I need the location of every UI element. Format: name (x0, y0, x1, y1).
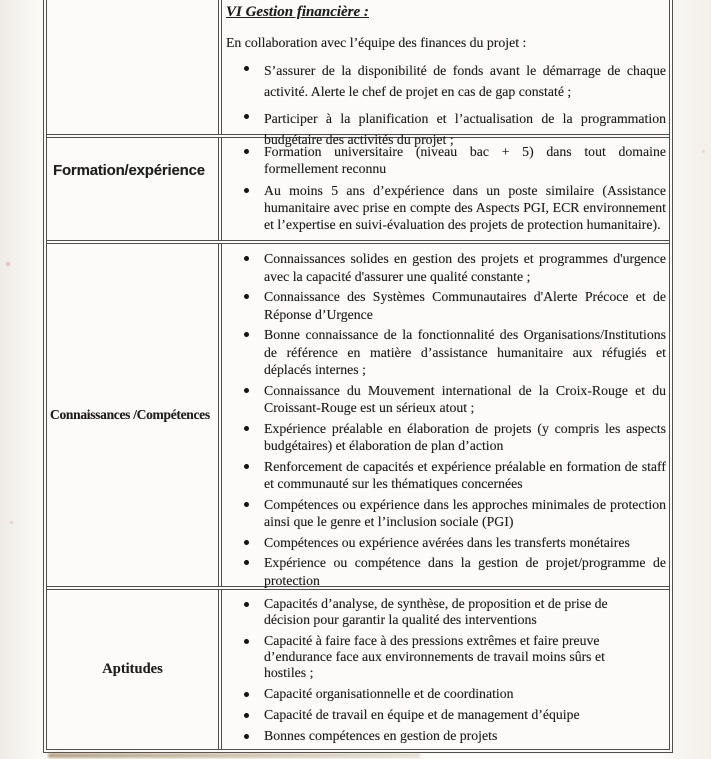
row-label: Connaissances /Compétences (50, 407, 210, 422)
bullet-item: Compétences ou expérience dans les approches minimales de protection ainsi que le genre et l’inclusion sociale (PGI) (264, 496, 666, 529)
bullet-item: Compétences ou expérience avérées dans les transferts monétaires (264, 534, 666, 552)
label-cell-empty (47, 0, 222, 134)
job-requirements-table (43, 0, 673, 753)
bullet-item: Connaissances solides en gestion des projets et programmes d'urgence avec la capacité d'assurer une qualité constante ; (264, 251, 666, 284)
bullet-item: Bonnes compétences en gestion de projets (264, 728, 627, 744)
table-row-aptitudes (47, 590, 669, 749)
bullet-item: Capacité de travail en équipe et de management d’équipe (264, 707, 627, 723)
scan-smudge (48, 753, 420, 758)
scan-speck (702, 150, 705, 153)
bullet-list-gestion (226, 60, 666, 150)
label-cell-formation (47, 138, 222, 240)
bullet-item: Renforcement de capacités et expérience préalable en formation de staff et communauté sur les thématiques concernées (264, 458, 666, 491)
bullet-list-formation (226, 143, 666, 233)
intro-paragraph: En collaboration avec l’équipe des finances du projet : (226, 35, 527, 50)
label-cell-aptitudes (47, 590, 222, 749)
table-row-connaissances-competences (47, 244, 669, 590)
content-cell-gestion-financiere (222, 0, 669, 147)
content-cell-aptitudes (222, 590, 669, 749)
bullet-item: Expérience ou compétence dans la gestion de projet/programme de protection (264, 555, 666, 588)
row-label: Aptitudes (102, 661, 163, 677)
bullet-list-aptitudes (226, 596, 627, 744)
content-cell-formation (222, 138, 669, 240)
section-heading: VI Gestion financière : (226, 4, 369, 20)
row-label: Formation/expérience (53, 162, 205, 179)
label-cell-connaissances (47, 244, 222, 586)
table-row-formation-experience (47, 138, 669, 244)
bullet-item: Connaissance des Systèmes Communautaires d'Alerte Précoce et de Réponse d’Urgence (264, 289, 666, 322)
bullet-item: S’assurer de la disponibilité de fonds avant le démarrage de chaque activité. Alerte le chef de projet en cas de gap constaté ; (264, 60, 666, 102)
bullet-item: Bonne connaissance de la fonctionnalité des Organisations/Institutions de référence en matière d’assistance humanitaire aux réfugiés et déplacés internes ; (264, 327, 666, 377)
bullet-item: Capacités d’analyse, de synthèse, de proposition et de prise de décision pour garantir la qualité des interventions (264, 596, 627, 628)
bullet-list-connaissances (226, 250, 666, 589)
scan-speck (6, 262, 10, 266)
bullet-item: Capacité organisationnelle et de coordination (264, 686, 627, 702)
bullet-item: Connaissance du Mouvement international de la Croix-Rouge et du Croissant-Rouge est un sérieux atout ; (264, 382, 666, 415)
bullet-item: Expérience préalable en élaboration de projets (y compris les aspects budgétaires) et élaboration de plan d’action (264, 420, 666, 453)
bullet-item: Participer à la planification et l’actualisation de la programmation budgétaire des activités du projet ; (264, 108, 666, 150)
scan-speck (10, 521, 13, 524)
table-row-gestion-financiere (47, 0, 669, 147)
bullet-item: Formation universitaire (niveau bac + 5) dans tout domaine formellement reconnu (264, 144, 666, 176)
bullet-item: Capacité à faire face à des pressions extrêmes et faire preuve d’endurance face aux environnements de travail moins sûrs et hostiles ; (264, 633, 627, 681)
content-cell-connaissances (222, 244, 669, 586)
bullet-item: Au moins 5 ans d’expérience dans un poste similaire (Assistance humanitaire avec prise en compte des Aspects PGI, ECR environnement et l’expertise en suivi-évaluation des projets de protection humanitaire). (264, 183, 666, 232)
